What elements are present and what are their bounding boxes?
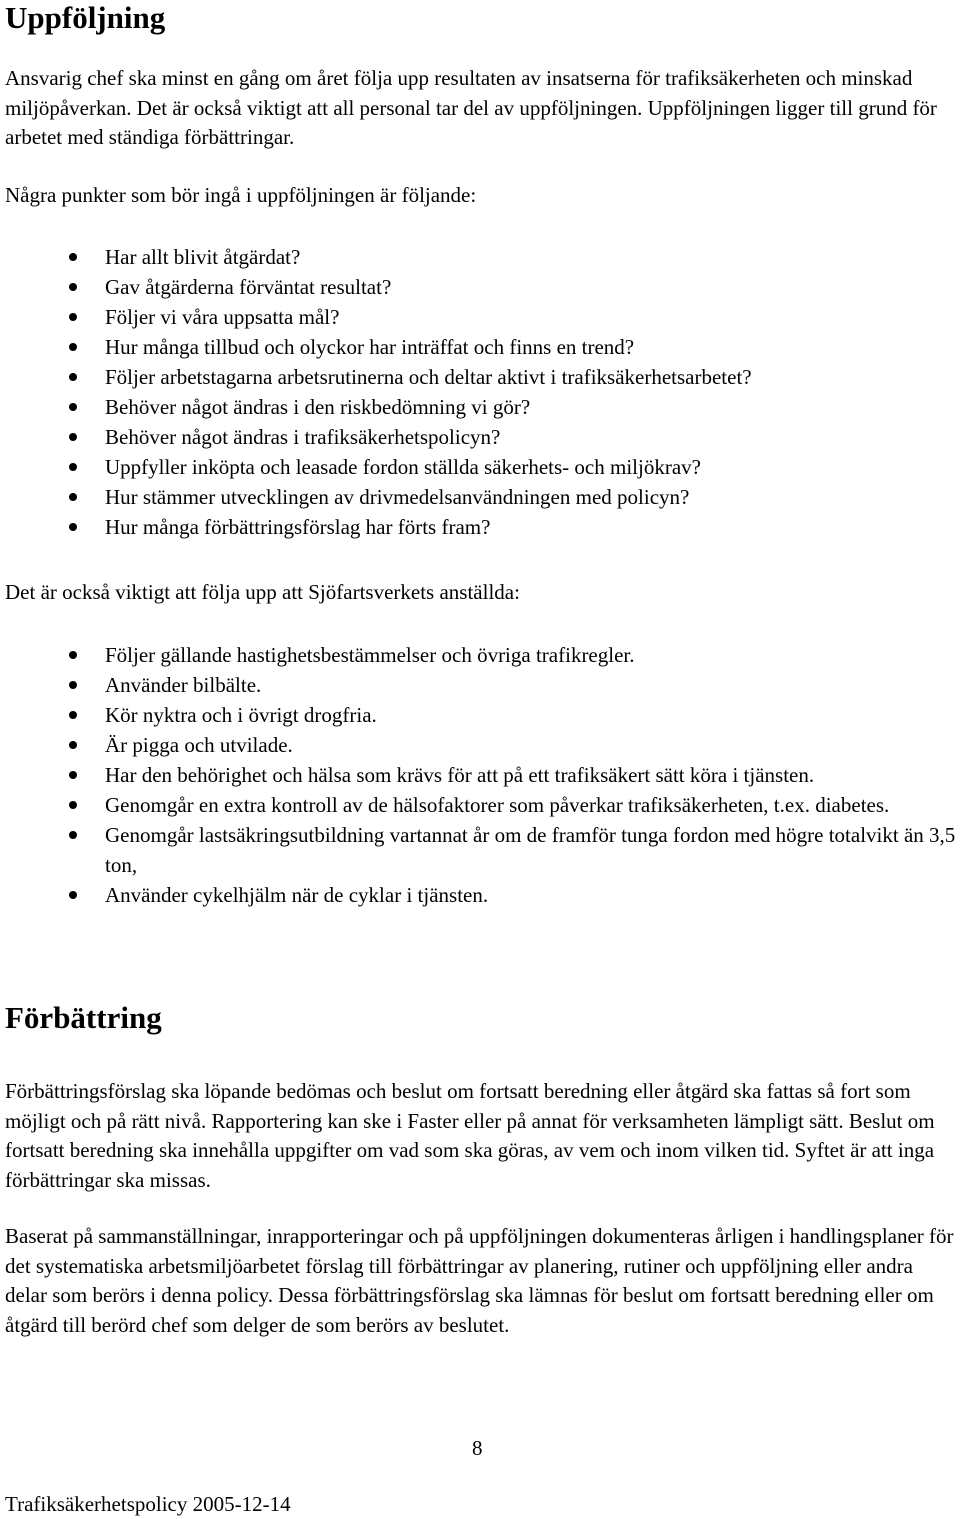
- bullet-icon: [69, 771, 77, 779]
- list-item: [0, 730, 960, 760]
- improvement-paragraph-1: Förbättringsförslag ska löpande bedömas och beslut om fortsatt beredning eller åtgärd ska fattas så fort som möjligt och på rätt nivå. Rapportering kan ske i Faster eller på annat för verksamheten lämpligt sätt. Beslut om fortsatt beredning ska innehålla uppgifter om vad som ska göras, av vem och inom vilken tid. Syftet är att inga förbättringar ska missas.: [5, 1079, 935, 1192]
- list-item-text: Gav åtgärderna förväntat resultat?: [105, 275, 392, 299]
- bullet-icon: [69, 313, 77, 321]
- employees-points-intro: Det är också viktigt att följa upp att Sjöfartsverkets anställda:: [5, 580, 520, 604]
- follow-up-points-intro: Några punkter som bör ingå i uppföljningen är följande:: [5, 183, 477, 207]
- list-item-text: Hur många tillbud och olyckor har inträffat och finns en trend?: [105, 335, 635, 359]
- list-item: [0, 790, 960, 820]
- list-item-text: Följer arbetstagarna arbetsrutinerna och deltar aktivt i trafiksäkerhetsarbetet?: [105, 365, 752, 389]
- intro-paragraph: Ansvarig chef ska minst en gång om året följa upp resultaten av insatserna för trafiksäkerheten och minskad miljöpåverkan. Det är också viktigt att all personal tar del av uppföljningen. Uppföljningen ligger till grund för arbetet med ständiga förbättringar.: [5, 66, 937, 149]
- list-item: [0, 362, 960, 392]
- list-item-text: Behöver något ändras i trafiksäkerhetspolicyn?: [105, 425, 501, 449]
- bullet-icon: [69, 433, 77, 441]
- bullet-icon: [69, 253, 77, 261]
- list-item: [0, 700, 960, 730]
- bullet-icon: [69, 403, 77, 411]
- list-item: [0, 272, 960, 302]
- list-item: [0, 422, 960, 452]
- bullet-icon: [69, 523, 77, 531]
- list-item-text: Har allt blivit åtgärdat?: [105, 245, 301, 269]
- bullet-icon: [69, 681, 77, 689]
- list-item-text: Kör nyktra och i övrigt drogfria.: [105, 703, 377, 727]
- section-heading-uppfoljning: Uppföljning: [5, 0, 166, 35]
- list-item-text: Genomgår lastsäkringsutbildning vartannat år om de framför tunga fordon med högre totalvikt än 3,5 ton,: [105, 823, 956, 877]
- list-item-text: Hur många förbättringsförslag har förts fram?: [105, 515, 491, 539]
- list-item: [0, 820, 960, 880]
- list-item: [0, 760, 960, 790]
- list-item-text: Använder cykelhjälm när de cyklar i tjänsten.: [105, 883, 489, 907]
- list-item: [0, 332, 960, 362]
- follow-up-points-list: [0, 242, 960, 542]
- list-item-text: Följer gällande hastighetsbestämmelser och övriga trafikregler.: [105, 643, 635, 667]
- bullet-icon: [69, 831, 77, 839]
- list-item-text: Hur stämmer utvecklingen av drivmedelsanvändningen med policyn?: [105, 485, 690, 509]
- section-heading-forbattring: Förbättring: [5, 1000, 162, 1035]
- bullet-icon: [69, 343, 77, 351]
- bullet-icon: [69, 373, 77, 381]
- list-item: [0, 392, 960, 422]
- list-item-text: Behöver något ändras i den riskbedömning vi gör?: [105, 395, 531, 419]
- list-item-text: Har den behörighet och hälsa som krävs för att på ett trafiksäkert sätt köra i tjänsten.: [105, 763, 815, 787]
- list-item: [0, 880, 960, 910]
- bullet-icon: [69, 651, 77, 659]
- list-item: [0, 482, 960, 512]
- list-item: [0, 512, 960, 542]
- bullet-icon: [69, 711, 77, 719]
- improvement-paragraph-2: Baserat på sammanställningar, inrapporteringar och på uppföljningen dokumenteras årligen i handlingsplaner för det systematiska arbetsmiljöarbetet förslag till förbättringar av planering, rutiner och uppföljning eller andra delar som berörs i denna policy. Dessa förbättringsförslag ska lämnas för beslut om fortsatt beredning eller om åtgärd till berörd chef som delger de som berörs av beslutet.: [5, 1224, 954, 1337]
- bullet-icon: [69, 741, 77, 749]
- bullet-icon: [69, 801, 77, 809]
- list-item: [0, 242, 960, 272]
- page-footer: Trafiksäkerhetspolicy 2005-12-14: [5, 1492, 291, 1516]
- list-item: [0, 452, 960, 482]
- bullet-icon: [69, 493, 77, 501]
- page-number: 8: [472, 1436, 483, 1460]
- bullet-icon: [69, 891, 77, 899]
- list-item-text: Använder bilbälte.: [105, 673, 262, 697]
- list-item: [0, 302, 960, 332]
- bullet-icon: [69, 463, 77, 471]
- list-item-text: Uppfyller inköpta och leasade fordon ställda säkerhets- och miljökrav?: [105, 455, 701, 479]
- list-item-text: Följer vi våra uppsatta mål?: [105, 305, 340, 329]
- list-item-text: Genomgår en extra kontroll av de hälsofaktorer som påverkar trafiksäkerheten, t.ex. diabetes.: [105, 793, 890, 817]
- employees-points-list: [0, 640, 960, 910]
- bullet-icon: [69, 283, 77, 291]
- list-item: [0, 670, 960, 700]
- list-item: [0, 640, 960, 670]
- list-item-text: Är pigga och utvilade.: [105, 733, 293, 757]
